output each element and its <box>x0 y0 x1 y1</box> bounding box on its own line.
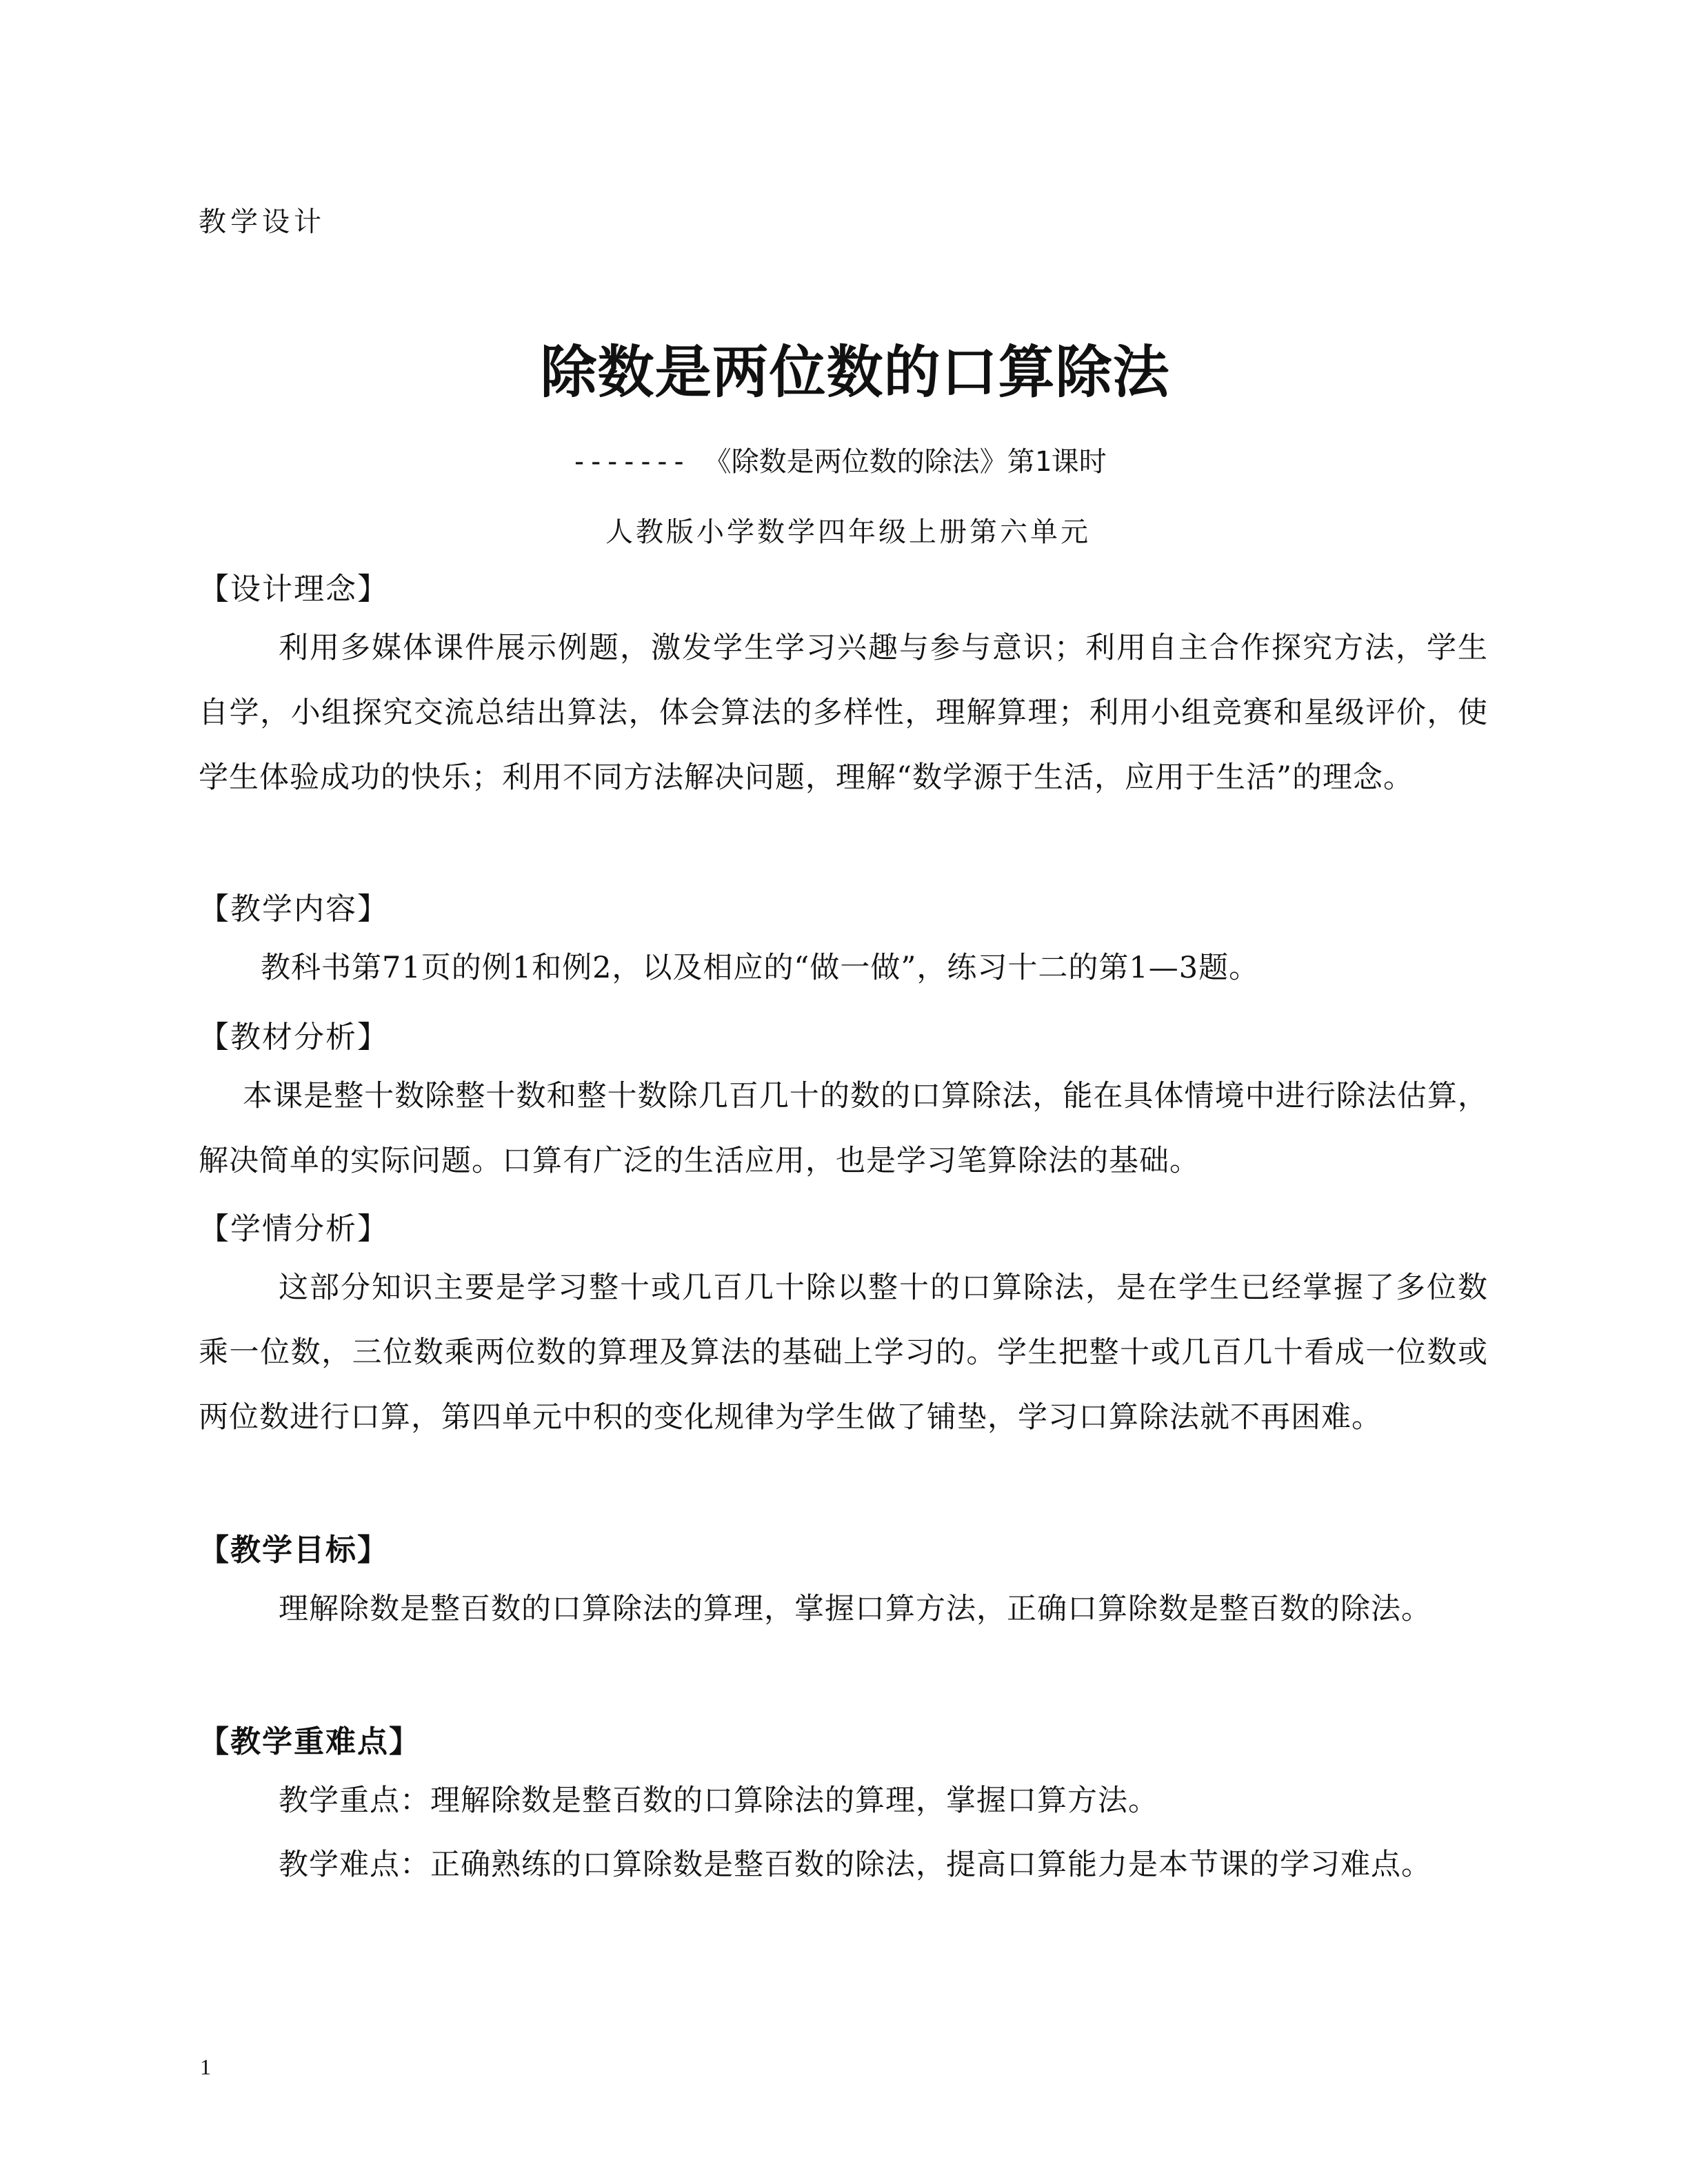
section-body-difficult-point: 教学难点：正确熟练的口算除数是整百数的除法，提高口算能力是本节课的学习难点。 <box>279 1848 1431 1882</box>
section-body-student-analysis: 这部分知识主要是学习整十或几百几十除以整十的口算除法，是在学生已经掌握了多位数乘一位数，三位数乘两位数的算理及算法的基础上学习的。学生把整十或几百几十看成一位数或两位数进行口算，第四单元中积的变化规律为学生做了铺垫，学习口算除法就不再困难。 <box>199 1271 1488 1435</box>
header-label: 教学设计 <box>199 206 325 238</box>
section-heading-teaching-goals: 【教学目标】 <box>199 1533 389 1568</box>
document-title: 除数是两位数的口算除法 <box>540 339 1170 405</box>
section-heading-design-concept: 【设计理念】 <box>199 572 389 607</box>
document-subtitle: ------- 《除数是两位数的除法》第1课时 <box>571 446 1107 478</box>
section-body-design-concept: 利用多媒体课件展示例题，激发学生学习兴趣与参与意识；利用自主合作探究方法，学生自学，小组探究交流总结出算法，体会算法的多样性，理解算理；利用小组竞赛和星级评价，使学生体验成功的快乐；利用不同方法解决问题，理解“数学源于生活，应用于生活”的理念。 <box>199 631 1488 795</box>
section-heading-key-difficult-points: 【教学重难点】 <box>199 1724 421 1759</box>
section-body-teaching-goals: 理解除数是整百数的口算除法的算理，掌握口算方法，正确口算除数是整百数的除法。 <box>279 1592 1431 1626</box>
section-body-material-analysis: 本课是整十数除整十数和整十数除几百几十的数的口算除法，能在具体情境中进行除法估算，解决简单的实际问题。口算有广泛的生活应用，也是学习笔算除法的基础。 <box>199 1079 1488 1178</box>
section-heading-teaching-content: 【教学内容】 <box>199 891 389 927</box>
document-subtitle-secondary: 人教版小学数学四年级上册第六单元 <box>605 516 1091 548</box>
section-heading-material-analysis: 【教材分析】 <box>199 1020 389 1055</box>
section-body-teaching-content: 教科书第71页的例1和例2，以及相应的“做一做”，练习十二的第1—3题。 <box>261 951 1260 985</box>
section-heading-student-analysis: 【学情分析】 <box>199 1211 389 1246</box>
page-number: 1 <box>200 2054 211 2079</box>
section-body-key-point: 教学重点：理解除数是整百数的口算除法的算理，掌握口算方法。 <box>279 1783 1158 1818</box>
